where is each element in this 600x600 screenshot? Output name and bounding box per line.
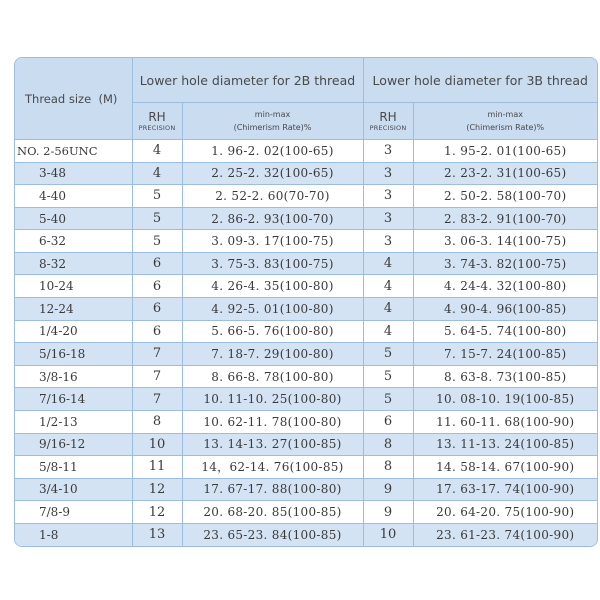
range-2b-cell: 4. 92-5. 01(100-80) xyxy=(182,298,363,321)
header-precision-label: PRECISION xyxy=(138,123,176,132)
rh-2b-cell: 6 xyxy=(132,275,182,298)
header-rh-label: RH xyxy=(379,109,397,124)
rh-3b-cell: 5 xyxy=(363,365,413,388)
range-3b-cell: 17. 63-17. 74(100-90) xyxy=(413,478,597,501)
thread-size-cell: 8-32 xyxy=(15,252,132,275)
rh-2b-cell: 7 xyxy=(132,365,182,388)
header-minmax-2b xyxy=(182,103,363,140)
table-row xyxy=(15,433,597,456)
table-row xyxy=(15,456,597,479)
header-rh-3b xyxy=(363,103,413,140)
range-2b-cell: 20. 68-20. 85(100-85) xyxy=(182,501,363,524)
range-3b-cell: 2. 23-2. 31(100-65) xyxy=(413,162,597,185)
range-2b-cell: 17. 67-17. 88(100-80) xyxy=(182,478,363,501)
range-3b-cell: 4. 24-4. 32(100-80) xyxy=(413,275,597,298)
rh-3b-cell: 6 xyxy=(363,410,413,433)
range-3b-cell: 4. 90-4. 96(100-85) xyxy=(413,298,597,321)
rh-3b-cell: 3 xyxy=(363,230,413,253)
header-rh-2b xyxy=(132,103,182,140)
range-2b-cell: 2. 86-2. 93(100-70) xyxy=(182,207,363,230)
rh-3b-cell: 4 xyxy=(363,275,413,298)
header-rh-label: RH xyxy=(148,109,166,124)
range-3b-cell: 10. 08-10. 19(100-85) xyxy=(413,388,597,411)
thread-size-cell: 10-24 xyxy=(15,275,132,298)
table-row xyxy=(15,501,597,524)
rh-2b-cell: 13 xyxy=(132,523,182,546)
range-3b-cell: 11. 60-11. 68(100-90) xyxy=(413,410,597,433)
rh-3b-cell: 8 xyxy=(363,456,413,479)
header-minmax-3b xyxy=(413,103,597,140)
thread-size-cell: 7/16-14 xyxy=(15,388,132,411)
thread-size-cell: 3/4-10 xyxy=(15,478,132,501)
rh-3b-cell: 3 xyxy=(363,185,413,208)
table-row xyxy=(15,298,597,321)
range-2b-cell: 4. 26-4. 35(100-80) xyxy=(182,275,363,298)
thread-size-cell: NO. 2-56UNC xyxy=(15,140,132,163)
table-row xyxy=(15,320,597,343)
thread-size-cell: 12-24 xyxy=(15,298,132,321)
thread-size-cell: 5-40 xyxy=(15,207,132,230)
range-2b-cell: 1. 96-2. 02(100-65) xyxy=(182,140,363,163)
rh-3b-cell: 4 xyxy=(363,298,413,321)
table-row xyxy=(15,162,597,185)
range-3b-cell: 7. 15-7. 24(100-85) xyxy=(413,343,597,366)
header-chimerism-label: (Chimerism Rate)% xyxy=(233,123,312,132)
header-minmax-label: min-max xyxy=(254,110,291,119)
rh-2b-cell: 7 xyxy=(132,388,182,411)
rh-3b-cell: 3 xyxy=(363,207,413,230)
table-row xyxy=(15,275,597,298)
table-row xyxy=(15,140,597,163)
thread-size-cell: 1/4-20 xyxy=(15,320,132,343)
range-3b-cell: 3. 74-3. 82(100-75) xyxy=(413,252,597,275)
range-3b-cell: 23. 61-23. 74(100-90) xyxy=(413,523,597,546)
range-3b-cell: 13. 11-13. 24(100-85) xyxy=(413,433,597,456)
rh-3b-cell: 5 xyxy=(363,388,413,411)
range-3b-cell: 3. 06-3. 14(100-75) xyxy=(413,230,597,253)
table-row xyxy=(15,185,597,208)
range-3b-cell: 8. 63-8. 73(100-85) xyxy=(413,365,597,388)
range-2b-cell: 10. 62-11. 78(100-80) xyxy=(182,410,363,433)
rh-3b-cell: 4 xyxy=(363,320,413,343)
range-2b-cell: 8. 66-8. 78(100-80) xyxy=(182,365,363,388)
table-row xyxy=(15,230,597,253)
header-precision-label: PRECISION xyxy=(369,123,407,132)
thread-size-cell: 4-40 xyxy=(15,185,132,208)
range-2b-cell: 7. 18-7. 29(100-80) xyxy=(182,343,363,366)
rh-3b-cell: 3 xyxy=(363,162,413,185)
range-2b-cell: 5. 66-5. 76(100-80) xyxy=(182,320,363,343)
table-row xyxy=(15,207,597,230)
table-row xyxy=(15,388,597,411)
thread-size-cell: 5/8-11 xyxy=(15,456,132,479)
rh-2b-cell: 11 xyxy=(132,456,182,479)
header-chimerism-label: (Chimerism Rate)% xyxy=(466,123,545,132)
table-row xyxy=(15,523,597,546)
range-2b-cell: 13. 14-13. 27(100-85) xyxy=(182,433,363,456)
rh-2b-cell: 8 xyxy=(132,410,182,433)
rh-2b-cell: 6 xyxy=(132,252,182,275)
rh-2b-cell: 5 xyxy=(132,207,182,230)
rh-2b-cell: 7 xyxy=(132,343,182,366)
table-row xyxy=(15,365,597,388)
table-row xyxy=(15,478,597,501)
range-2b-cell: 3. 75-3. 83(100-75) xyxy=(182,252,363,275)
thread-size-cell: 1/2-13 xyxy=(15,410,132,433)
rh-2b-cell: 12 xyxy=(132,501,182,524)
thread-size-cell: 3-48 xyxy=(15,162,132,185)
thread-hole-diameter-table xyxy=(15,58,597,546)
rh-3b-cell: 10 xyxy=(363,523,413,546)
range-3b-cell: 5. 64-5. 74(100-80) xyxy=(413,320,597,343)
rh-2b-cell: 6 xyxy=(132,298,182,321)
rh-3b-cell: 9 xyxy=(363,501,413,524)
thread-table-container xyxy=(14,57,598,547)
range-2b-cell: 2. 52-2. 60(70-70) xyxy=(182,185,363,208)
rh-2b-cell: 10 xyxy=(132,433,182,456)
range-2b-cell: 2. 25-2. 32(100-65) xyxy=(182,162,363,185)
table-row xyxy=(15,410,597,433)
range-3b-cell: 14. 58-14. 67(100-90) xyxy=(413,456,597,479)
range-3b-cell: 2. 50-2. 58(100-70) xyxy=(413,185,597,208)
table-row xyxy=(15,343,597,366)
range-3b-cell: 2. 83-2. 91(100-70) xyxy=(413,207,597,230)
rh-3b-cell: 5 xyxy=(363,343,413,366)
range-2b-cell: 14，62-14. 76(100-85) xyxy=(182,456,363,479)
thread-size-cell: 1-8 xyxy=(15,523,132,546)
rh-2b-cell: 6 xyxy=(132,320,182,343)
thread-size-cell: 3/8-16 xyxy=(15,365,132,388)
range-2b-cell: 10. 11-10. 25(100-80) xyxy=(182,388,363,411)
thread-size-cell: 5/16-18 xyxy=(15,343,132,366)
header-2b-thread: Lower hole diameter for 2B thread xyxy=(132,58,363,103)
range-2b-cell: 3. 09-3. 17(100-75) xyxy=(182,230,363,253)
rh-2b-cell: 4 xyxy=(132,162,182,185)
header-3b-thread: Lower hole diameter for 3B thread xyxy=(363,58,597,103)
range-2b-cell: 23. 65-23. 84(100-85) xyxy=(182,523,363,546)
rh-2b-cell: 12 xyxy=(132,478,182,501)
header-minmax-label: min-max xyxy=(487,110,523,119)
thread-size-cell: 6-32 xyxy=(15,230,132,253)
rh-3b-cell: 3 xyxy=(363,140,413,163)
table-row xyxy=(15,252,597,275)
range-3b-cell: 1. 95-2. 01(100-65) xyxy=(413,140,597,163)
rh-2b-cell: 5 xyxy=(132,185,182,208)
rh-2b-cell: 4 xyxy=(132,140,182,163)
header-thread-size: Thread size (M) xyxy=(15,58,132,140)
rh-3b-cell: 9 xyxy=(363,478,413,501)
rh-2b-cell: 5 xyxy=(132,230,182,253)
rh-3b-cell: 4 xyxy=(363,252,413,275)
thread-size-cell: 7/8-9 xyxy=(15,501,132,524)
range-3b-cell: 20. 64-20. 75(100-90) xyxy=(413,501,597,524)
thread-size-cell: 9/16-12 xyxy=(15,433,132,456)
rh-3b-cell: 8 xyxy=(363,433,413,456)
